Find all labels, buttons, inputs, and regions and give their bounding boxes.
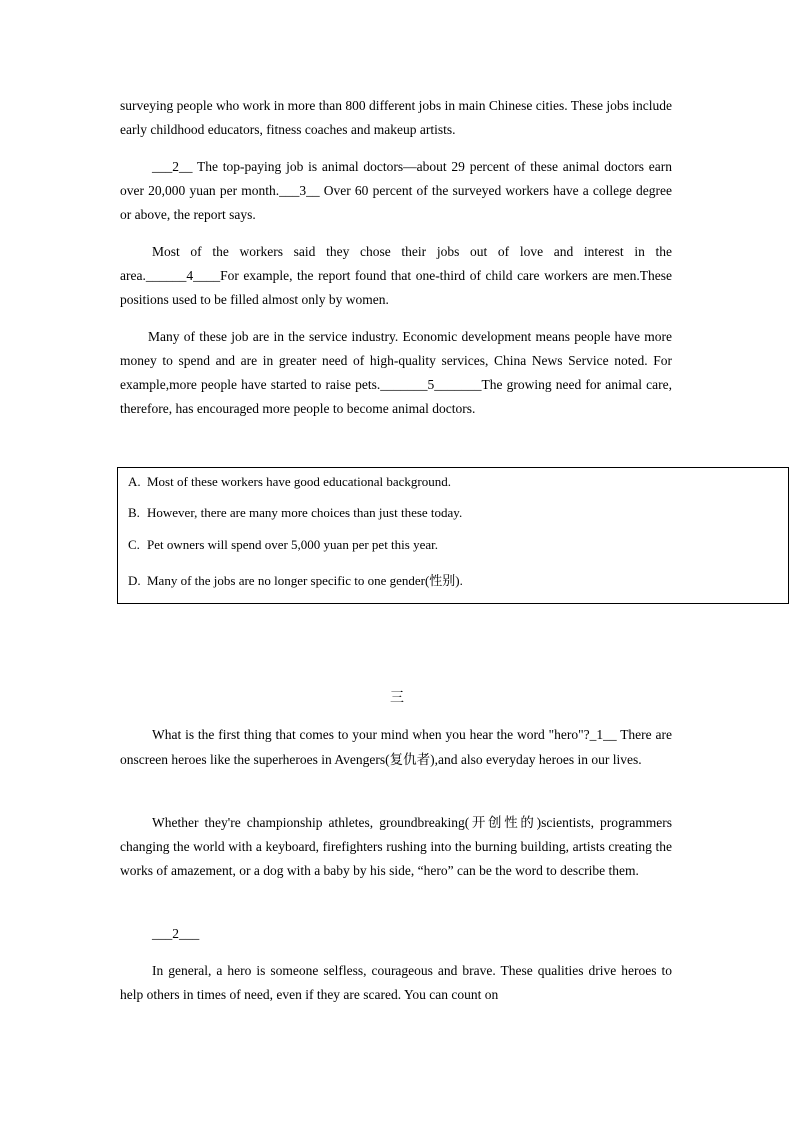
option-text: Most of these workers have good educational background. xyxy=(147,474,451,489)
passage3-blank-2: ___2___ xyxy=(152,926,200,941)
option-letter: D. xyxy=(128,573,141,588)
passage3-paragraph-2: Whether they're championship athletes, groundbreaking(开创性的)scientists, programmers changing the world with a keyboard, firefighters rushing into the burning building, artists creating the works of amazement, or a dog with a baby by his side, “hero” can be the word to describe them. xyxy=(120,815,672,878)
option-d xyxy=(128,570,463,589)
options-box xyxy=(117,467,789,604)
option-text: Many of the jobs are no longer specific to one gender(性别). xyxy=(147,573,463,588)
option-text: However, there are many more choices than just these today. xyxy=(147,505,463,520)
passage3-paragraph-3: In general, a hero is someone selfless, courageous and brave. These qualities drive heroes to help others in times of need, even if they are scared. You can count on xyxy=(120,963,672,1002)
passage2-paragraph-1: surveying people who work in more than 800 different jobs in main Chinese cities. These jobs include early childhood educators, fitness coaches and makeup artists. xyxy=(120,98,672,137)
passage2-paragraph-2: ___2__ The top-paying job is animal doctors—about 29 percent of these animal doctors earn over 20,000 yuan per month.___3__ Over 60 percent of the surveyed workers have a college degree or above, the report says. xyxy=(120,159,672,222)
option-letter: A. xyxy=(128,474,141,489)
passage2-paragraph-4: Many of these job are in the service industry. Economic development means people have more money to spend and are in greater need of high-quality services, China News Service noted. For example,more people have started to raise pets._______5_______The growing need for animal care, therefore, has encouraged more people to become animal doctors. xyxy=(120,329,672,416)
option-c xyxy=(128,537,438,553)
section-heading: 三 xyxy=(390,691,404,706)
option-a xyxy=(128,474,451,490)
option-letter: B. xyxy=(128,505,140,520)
passage2-paragraph-3: Most of the workers said they chose their jobs out of love and interest in the area.______4____For example, the report found that one-third of child care workers are men.These positions used to be filled almost only by women. xyxy=(120,244,672,307)
option-b xyxy=(128,505,462,521)
option-text: Pet owners will spend over 5,000 yuan per pet this year. xyxy=(147,537,438,552)
option-letter: C. xyxy=(128,537,140,552)
passage3-paragraph-1: What is the first thing that comes to your mind when you hear the word "hero"?_1__ There are onscreen heroes like the superheroes in Avengers(复仇者),and also everyday heroes in our lives. xyxy=(120,727,672,767)
